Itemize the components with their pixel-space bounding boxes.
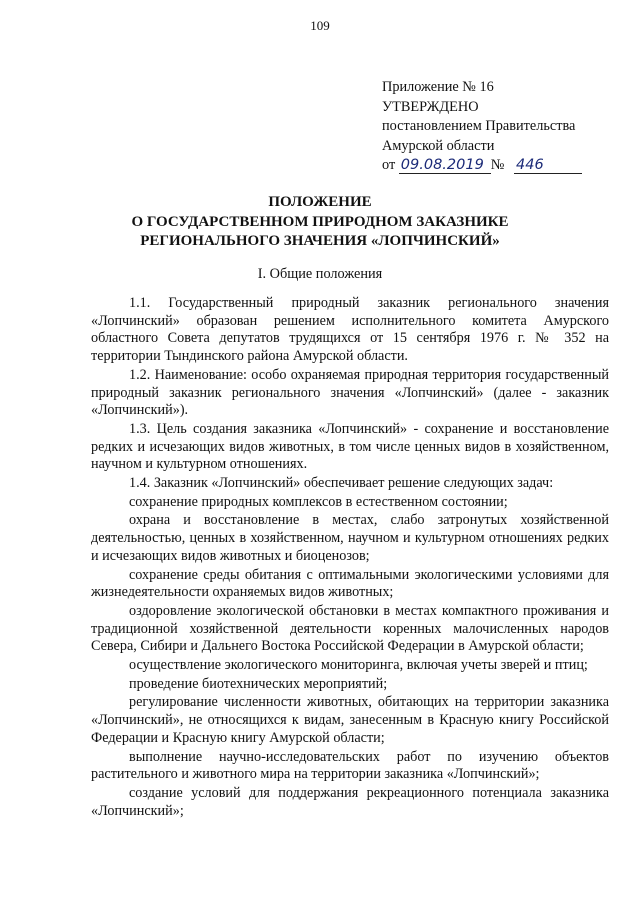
title-line-2: О ГОСУДАРСТВЕННОМ ПРИРОДНОМ ЗАКАЗНИКЕ	[131, 213, 509, 230]
number-field	[514, 158, 582, 174]
title-line-1: ПОЛОЖЕНИЕ	[268, 194, 372, 210]
task-item: выполнение научно-исследовательских работ по изучению объектов растительного и животного мира на территории заказника «Лопчинский»;	[91, 748, 609, 783]
task-item: охрана и восстановление в местах, слабо затронутых хозяйственной деятельностью, ценных в хозяйственном, научном и культурном отношениях редких и исчезающих видов животных и биоценозов;	[91, 512, 609, 564]
approval-block	[382, 78, 622, 176]
document-body	[91, 295, 609, 821]
paragraph-1-2: 1.2. Наименование: особо охраняемая природная территория государственный природный заказник регионального значения «Лопчинский» (далее - заказник «Лопчинский»).	[91, 366, 609, 419]
handwritten-number: 446	[516, 157, 544, 173]
task-item: сохранение природных комплексов в естественном состоянии;	[129, 493, 508, 510]
task-item: регулирование численности животных, обитающих на территории заказника «Лопчинский», не относящихся к видам, занесенным в Красную книгу Российской Федерации и Красную книгу Амурской области;	[91, 694, 609, 746]
document-title	[0, 193, 640, 252]
approval-region: Амурской области	[382, 137, 495, 154]
task-item: создание условий для поддержания рекреационного потенциала заказника «Лопчинский»;	[91, 784, 609, 819]
title-line-3: РЕГИОНАЛЬНОГО ЗНАЧЕНИЯ «ЛОПЧИНСКИЙ»	[140, 233, 500, 249]
task-item: осуществление экологического мониторинга, включая учеты зверей и птиц;	[129, 657, 588, 674]
approved-label: УТВЕРЖДЕНО	[382, 98, 479, 115]
approval-authority: постановлением Правительства	[382, 118, 576, 134]
task-item: проведение биотехнических мероприятий;	[129, 675, 388, 692]
date-field	[399, 158, 491, 174]
appendix-number: Приложение № 16	[382, 79, 494, 95]
paragraph-1-3: 1.3. Цель создания заказника «Лопчинский» - сохранение и восстановление редких и исчезающих видов животных, в том числе ценных видов в хозяйственном, научном и культурном отношениях.	[91, 420, 609, 473]
task-item: оздоровление экологической обстановки в местах компактного проживания и традиционной хозяйственной деятельности коренных малочисленных народов Севера, Сибири и Дальнего Востока Российской Федерации в Амурской области;	[91, 602, 609, 655]
date-prefix: от	[382, 157, 396, 173]
number-sign: №	[490, 157, 505, 173]
handwritten-date: 09.08.2019	[400, 157, 484, 173]
paragraph-1-1: 1.1. Государственный природный заказник регионального значения «Лопчинский» образован решением исполнительного комитета Амурского областного Совета депутатов трудящихся от 15 сентября 1976 г. № 352 на территории Тындинского района Амурской области.	[91, 295, 609, 365]
section-heading: I. Общие положения	[257, 266, 383, 282]
approval-date-line	[382, 156, 622, 176]
page-number: 109	[310, 18, 330, 33]
task-item: сохранение среды обитания с оптимальными экологическими условиями для жизнедеятельности охраняемых видов животных;	[91, 566, 609, 601]
paragraph-1-4: 1.4. Заказник «Лопчинский» обеспечивает решение следующих задач:	[129, 475, 554, 492]
